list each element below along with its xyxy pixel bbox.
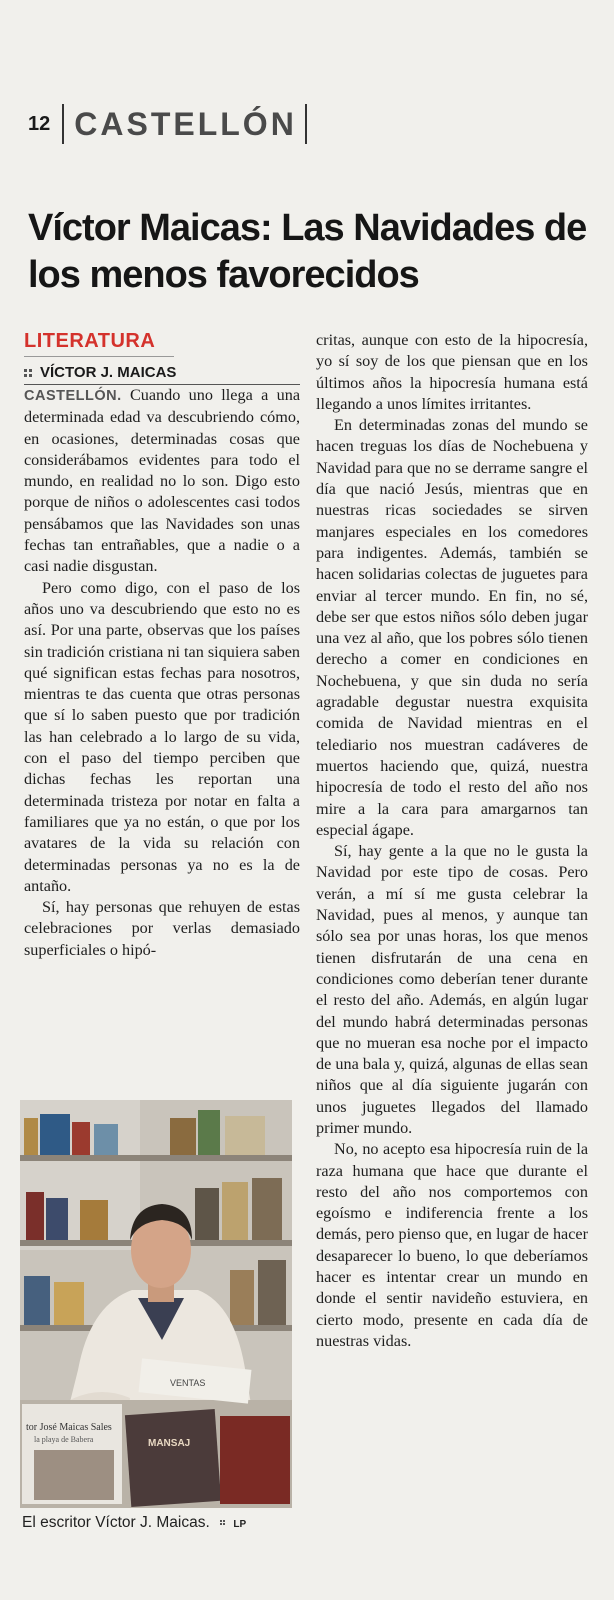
book-cover-subtitle: la playa de Babera (34, 1435, 94, 1444)
paragraph: Sí, hay personas que rehuyen de estas celebraciones por verlas demasiado superficiales o hipó- (24, 898, 300, 959)
byline (24, 364, 300, 385)
byline-dots-icon (24, 369, 32, 377)
header-divider (62, 104, 64, 144)
header-divider-right (305, 104, 307, 144)
dateline: CASTELLÓN. (24, 388, 122, 404)
article-column-left (24, 330, 300, 961)
article-body-left (24, 385, 300, 961)
caption-text: El escritor Víctor J. Maicas. (22, 1514, 210, 1531)
caption-dots-icon (220, 1520, 225, 1525)
article-body-right (316, 330, 588, 1352)
paragraph: Sí, hay gente a la que no le gusta la Navidad por este tipo de cosas. Pero verán, a mí sí me gusta celebrar la Navidad, pues al menos, y aunque tan sólo sea por unas horas, los que menos tienen disfrutarán de una cena en condiciones como deberían tener durante el resto del año. Además, en algún lugar del mundo habrá determinadas personas que no mueran esa noche por el impacto de una bala y, quizá, algunas de ellas sean niños que al día siguiente jugarán con unos juguetes llegados del llamado primer mundo. (316, 842, 588, 1137)
author-photo (20, 1100, 292, 1508)
byline-author: VÍCTOR J. MAICAS (40, 364, 177, 381)
paragraph: No, no acepto esa hipocresía ruin de la raza humana que hace que durante el resto del año nos comportemos con egoísmo e indiferencia frente a los demás, pero pienso que, en lugar de hacer desaparecer lo bueno, lo que deberíamos hacer es intentar crear un mundo en donde el sentir navideño estuviera, en cierto modo, presente en cada día de nuestras vidas. (316, 1140, 588, 1350)
article-column-right (316, 330, 588, 1352)
photo-caption (22, 1514, 312, 1532)
headline: Víctor Maicas: Las Navidades de los menos favorecidos (28, 207, 587, 296)
book-cover-title-3: VENTAS (170, 1378, 206, 1388)
book-cover-title-2: MANSAJ (148, 1438, 191, 1449)
section-name: CASTELLÓN (74, 105, 297, 142)
paragraph: Pero como digo, con el paso de los años uno va descubriendo que esto no es así. Por una parte, observas que los países sin tradición cristiana ni tan siquiera saben qué significan estas fechas para nosotros, mientras te das cuenta que otras personas que sí lo saben puesto que por tradición las han celebrado a lo largo de su vida, con el paso del tiempo perciben que dichas fechas les reportan una determinada tristeza por notar en falta a familiares que ya no están, o que por los avatares de la vida su relación con determinadas personas ya no es la de antaño. (24, 578, 301, 895)
photo-credit: LP (233, 1519, 247, 1530)
paragraph: CASTELLÓN. Cuando uno llega a una determinada edad va descubriendo cómo, en ocasiones, determinadas cosas que considerábamos evidentes para todo el mundo, en realidad no lo son. Digo esto porque de niños o adolescentes casi todos pensábamos que las Navidades son unas fechas tan entrañables, que a nadie o a casi nadie disgustan. (24, 386, 301, 576)
page-header (28, 104, 307, 144)
paragraph: critas, aunque con esto de la hipocresía, yo sí soy de los que piensan que en los últimos años la hipocresía humana está llegando a unos límites irritantes. (316, 331, 588, 413)
paragraph: En determinadas zonas del mundo se hacen treguas los días de Nochebuena y Navidad para que no se derrame sangre el día que nació Jesús, mientras que en nuestras ricas sociedades se sirven manjares especiales en los comedores para indigentes. Además, también se hacen solidarias colectas de juguetes para enviar al tercer mundo. En fin, no sé, debe ser que estos niños sólo deben jugar una vez al año, que los pobres sólo tienen derecho a comer en condiciones en Nochebuena, y que sin duda no sería agradable degustar nuestra exquisita comida de Navidad mientras en el telediario nos muestran cadáveres de muertos haciendo que, quizá, nuestra hipocresía de todo el resto del año nos mire a la cara para amargarnos tan especial ágape. (316, 416, 588, 839)
page-number: 12 (28, 112, 51, 135)
book-cover-title: tor José Maicas Sales (26, 1422, 112, 1433)
kicker: LITERATURA (24, 330, 174, 357)
